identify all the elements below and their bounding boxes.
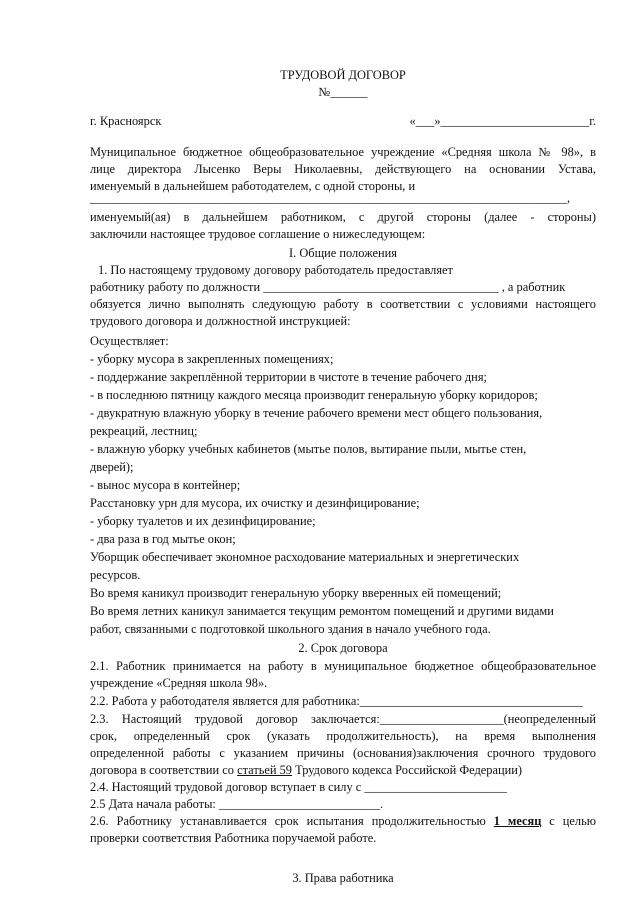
clause-2-6-text: 2.6. Работнику устанавливается срок испытания продолжительностью bbox=[90, 814, 494, 828]
section-1-title: I. Общие положения bbox=[289, 246, 397, 260]
duty-item: - вынос мусора в контейнер; bbox=[90, 478, 241, 492]
clause-2-3-cont bbox=[90, 762, 596, 778]
clause-2-2-text: 2.2. Работа у работодателя является для работника: bbox=[90, 694, 360, 708]
clause-2-6-cont: проверки соответствия Работника поручаемой работе. bbox=[90, 831, 377, 845]
section-1-line: обязуется лично выполнять следующую работу в соответствии с условиями настоящего bbox=[90, 297, 596, 311]
section-3-title: 3. Права работника bbox=[292, 871, 394, 885]
clause-2-3-text: Трудового кодекса Российской Федерации) bbox=[292, 763, 522, 777]
section-2-title: 2. Срок договора bbox=[298, 641, 388, 655]
section-1-line: трудового договора и должностной инструкцией: bbox=[90, 314, 351, 328]
clause-2-6-text: с целью bbox=[541, 814, 596, 828]
duty-item: - уборку мусора в закрепленных помещениях; bbox=[90, 352, 334, 366]
probation-period: 1 месяц bbox=[493, 814, 542, 828]
clause-2-1-cont: учреждение «Средняя школа 98». bbox=[90, 676, 268, 690]
clause-2-5 bbox=[90, 796, 596, 812]
intro-line: именуемый в дальнейшем работодателем, с одной стороны, и bbox=[90, 179, 416, 193]
start-date-blank: __________________________. bbox=[218, 797, 384, 811]
clause-2-3: 2.3. Настоящий трудовой договор заключается:____________________(неопределенный bbox=[90, 712, 596, 726]
clause-2-6 bbox=[90, 813, 596, 829]
labor-code-article-link[interactable]: статьей 59 bbox=[237, 763, 293, 777]
clause-2-3-cont: определенной работы с указанием причины (основания)заключения срочного трудового bbox=[90, 746, 596, 760]
duty-item: - два раза в год мытье окон; bbox=[90, 532, 236, 546]
clause-2-3-text: договора в соответствии со bbox=[90, 763, 238, 777]
duty-item: рекреаций, лестниц; bbox=[90, 424, 198, 438]
clause-2-1: 2.1. Работник принимается на работу в муниципальное бюджетное общеобразовательное bbox=[90, 659, 596, 673]
position-line: работнику работу по должности ______________________________________ , а работник bbox=[90, 280, 566, 294]
city: г. Красноярск bbox=[90, 114, 162, 128]
employee-name-blank: _____________________________________________________________________________, bbox=[90, 191, 571, 205]
duty-item: - поддержание закреплённой территории в чистоте в течение рабочего дня; bbox=[90, 370, 487, 384]
intro-line: лице директора Лысенко Веры Николаевны, действующего на основании Устава, bbox=[90, 162, 596, 176]
duty-item: Расстановку урн для мусора, их очистку и дезинфицирование; bbox=[90, 496, 420, 510]
duty-item: дверей); bbox=[90, 460, 134, 474]
effective-date-blank: _______________________ bbox=[364, 780, 507, 794]
duty-item: ресурсов. bbox=[90, 568, 141, 582]
intro-line: заключили настоящее трудовое соглашение о нижеследующем: bbox=[90, 227, 426, 241]
contract-date: «___»________________________г. bbox=[409, 114, 596, 128]
work-type-blank: ____________________________________ bbox=[359, 694, 583, 708]
clause-2-3-cont: срок, определенный срок (указать продолжительность), на время выполнения bbox=[90, 729, 596, 743]
duty-item: - двукратную влажную уборку в течение рабочего времени мест общего пользования, bbox=[90, 406, 543, 420]
duty-item: - влажную уборку учебных кабинетов (мытье полов, вытирание пыли, мытье стен, bbox=[90, 442, 527, 456]
duty-item: Во время каникул производит генеральную уборку вверенных ей помещений; bbox=[90, 586, 502, 600]
clause-2-4-text: 2.4. Настоящий трудовой договор вступает в силу с bbox=[90, 780, 365, 794]
document-number: №______ bbox=[318, 85, 368, 99]
duty-item: работ, связанными с подготовкой школьного здания в начало учебного года. bbox=[90, 622, 491, 636]
clause-2-4 bbox=[90, 779, 596, 795]
section-1-line: 1. По настоящему трудовому договору работодатель предоставляет bbox=[98, 263, 453, 277]
duties-heading: Осуществляет: bbox=[90, 334, 169, 348]
clause-2-2 bbox=[90, 693, 596, 709]
duty-item: Во время летних каникул занимается текущим ремонтом помещений и другими видами bbox=[90, 604, 554, 618]
intro-line: именуемый(ая) в дальнейшем работником, с другой стороны (далее - стороны) bbox=[90, 210, 596, 224]
duty-item: - в последнюю пятницу каждого месяца производит генеральную уборку коридоров; bbox=[90, 388, 538, 402]
place-date-row bbox=[90, 113, 596, 129]
document-title: ТРУДОВОЙ ДОГОВОР bbox=[280, 68, 406, 82]
intro-line: Муниципальное бюджетное общеобразовательное учреждение «Средняя школа № 98», в bbox=[90, 145, 596, 159]
clause-2-5-text: 2.5 Дата начала работы: bbox=[90, 797, 219, 811]
duty-item: Уборщик обеспечивает экономное расходование материальных и энергетических bbox=[90, 550, 520, 564]
duty-item: - уборку туалетов и их дезинфицирование; bbox=[90, 514, 316, 528]
